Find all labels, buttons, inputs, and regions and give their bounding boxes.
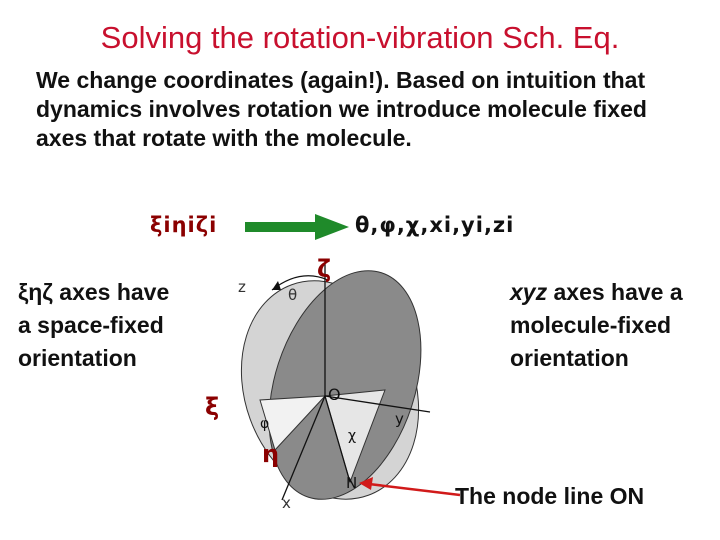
intro-text: We change coordinates (again!). Based on intuition that dynamics involves rotation we introduce molecule fixed axes that rotate with the molecule. — [36, 67, 647, 151]
theta-arrowhead — [272, 281, 281, 290]
origin-label: O — [328, 385, 341, 404]
y-label: y — [395, 410, 404, 428]
phi-label: φ — [260, 416, 270, 432]
xi-axis-label: ξ — [205, 393, 220, 421]
theta-label: θ — [288, 286, 298, 304]
node-label: N — [346, 474, 358, 492]
xyz-label: xyz — [510, 279, 548, 305]
transform-arrow — [245, 214, 350, 240]
node-line-caption: The node line ON — [455, 483, 645, 509]
new-coordinates: θ,φ,χ,xi,yi,zi — [355, 213, 515, 237]
molecule-fixed-axes-note — [510, 276, 710, 375]
molecule-fixed-rest: axes have a molecule-fixed orientation — [510, 279, 683, 371]
z-label: z — [238, 278, 246, 296]
node-pointer-arrow — [355, 476, 465, 500]
eta-axis-label: η — [262, 440, 280, 468]
zeta-axis-label: ζ — [317, 255, 332, 283]
chi-label: χ — [348, 428, 357, 444]
x-label: x — [282, 494, 291, 512]
space-fixed-coordinates: ξiηiζi — [150, 213, 218, 237]
space-fixed-axes-note: ξηζ axes have a space-fixed orientation — [18, 279, 170, 371]
slide-title: Solving the rotation-vibration Sch. Eq. — [100, 20, 620, 55]
